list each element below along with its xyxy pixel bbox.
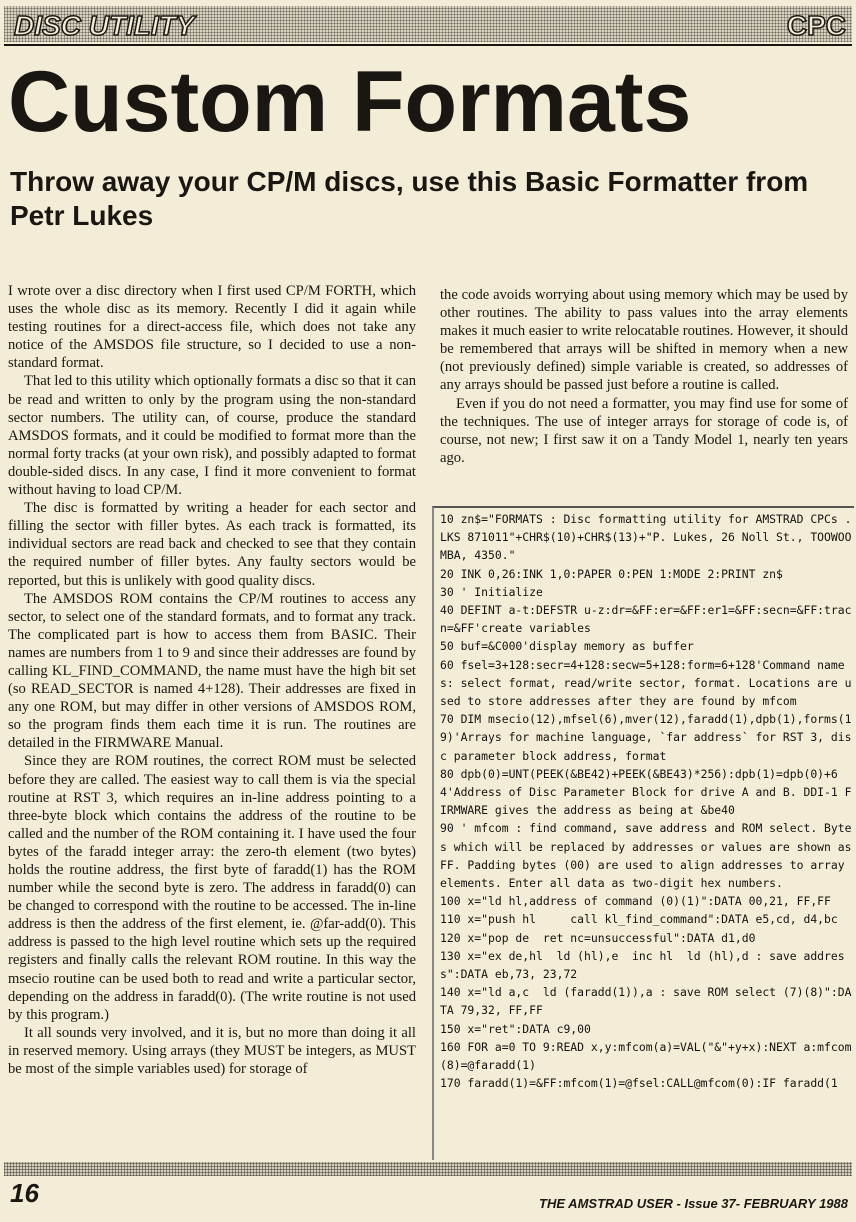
listing-line: 30 ' Initialize [440,584,543,599]
listing-line: 10 zn$="FORMATS : Disc formatting utility for AMSTRAD CPCs . LKS 871011"+CHR$(10)+CHR$(13)+"P. Lukes, 26 Noll St., TOOWOOMBA, 4350." [440,512,852,563]
listing-line: 160 FOR a=0 TO 9:READ x,y:mfcom(a)=VAL("&"+y+x):NEXT a:mfcom(8)=@faradd(1) [440,1039,852,1073]
footer-band [4,1162,852,1176]
paragraph: the code avoids worrying about using memory which may be used by other routines. The ability to pass values into the array elements makes it much easier to write relocatable routines. However, it should be remembered that arrays will be shifted in memory when a new (not previously defined) simple variable is created, so addresses of any arrays should be passed just before a routine is called. [440,287,848,394]
paragraph: That led to this utility which optionally formats a disc so that it can be read and written to only by the program using the non-standard sector numbers. The utility can, of course, produce the standard AMSDOS formats, and it could be modified to format more than the normal forty tracks (at your own risk), and possibly adapted to format double-sided discs. In any case, I find it more convenient to format without having to load CP/M. [8,373,416,499]
listing-line: 90 ' mfcom : find command, save address and ROM select. Bytes which will be replaced by addresses or values are shown as FF. Padding bytes (00) are used to align addresses to array elements. Enter all data as two-digit hex numbers. [440,821,852,891]
paragraph: The disc is formatted by writing a header for each sector and filling the sector with filler bytes. As each track is formatted, its individual sectors are read back and checked to see that they contain the required number of filler bytes. Any faulty sectors would be reported, but this is unlikely with good quality discs. [8,500,416,589]
listing-line: 120 x="pop de ret nc=unsuccessful":DATA d1,d0 [440,930,756,945]
paragraph: Since they are ROM routines, the correct ROM must be selected before they are called. The easiest way to call them is via the special routine at RST 3, which requires an in-line address pointing to a three-byte block which contains the address of the routine to be called and the number of the ROM containing it. I have used the four bytes of the faradd integer array: the zero-th element (two bytes) holds the routine address, the first byte of faradd(1) has the ROM number while the second byte is zero. The address in faradd(0) can be changed to correspond with the routine to be accessed. The in-line address is then the address of the first element, ie. @far-add(0). This address is passed to the high level routine which sets up the required registers and finally calls the relevant ROM routine. In this way the msecio routine can be used both to read and write a particular sector, depending on the address in faradd(0). (The write routine is not used by this program.) [8,753,416,1023]
platform-label: CPC [786,10,846,41]
paragraph: I wrote over a disc directory when I first used CP/M FORTH, which uses the whole disc as its memory. Recently I did it again while testing routines for a direct-access file, which does not take any notice of the AMSDOS file structure, so I decided to use a non-standard format. [8,283,416,372]
listing-line: 100 x="ld hl,address of command (0)(1)":DATA 00,21, FF,FF [440,894,831,909]
paragraph: The AMSDOS ROM contains the CP/M routines to access any sector, to select one of the standard formats, and to format any track. The complicated part is how to access them from BASIC. Their names are numbers from 1 to 9 and since their addresses are found by calling KL_FIND_COMMAND, the name must have the high bit set (so READ_SECTOR is named 4+128). Their addresses are fixed in any one ROM, but may differ in other versions of AMSDOS ROM, so the program finds them each time it is run. The routines are detailed in the FIRMWARE Manual. [8,590,416,752]
listing-line: 140 x="ld a,c ld (faradd(1)),a : save ROM select (7)(8)":DATA 79,32, FF,FF [440,985,852,1018]
header-band [4,6,852,42]
listing-line: 60 fsel=3+128:secr=4+128:secw=5+128:form=6+128'Command names: select format, read/write sector, format. Locations are used to store addresses after they are found by mfcom [440,657,852,709]
listing-line: 70 DIM msecio(12),mfsel(6),mver(12),faradd(1),dpb(1),forms(19)'Arrays for machine language, `far address` for RST 3, disc parameter block address, format [440,712,852,763]
header-rule [4,44,852,46]
listing-line: 20 INK 0,26:INK 1,0:PAPER 0:PEN 1:MODE 2:PRINT zn$ [440,566,783,581]
paragraph: Even if you do not need a formatter, you may find use for some of the techniques. The use of integer arrays for storage of code is, of course, not new; I first saw it on a Tandy Model 1, nearly ten years ago. [440,395,848,466]
right-column [440,286,848,467]
paragraph: It all sounds very involved, and it is, but no more than doing it all in reserved memory. Using arrays (they MUST be integers, as MUST be most of the simple variables used) for storage of [8,1024,416,1078]
listing-line: 170 faradd(1)=&FF:mfcom(1)=@fsel:CALL@mfcom(0):IF faradd(1 [440,1076,838,1091]
issue-line: THE AMSTRAD USER - Issue 37- FEBRUARY 1988 [539,1196,848,1211]
listing-line: 80 dpb(0)=UNT(PEEK(&BE42)+PEEK(&BE43)*256):dpb(1)=dpb(0)+64'Address of Disc Parameter Block for drive A and B. DDI-1 FIRMWARE gives the address as being at &be40 [440,766,852,818]
article-title: Custom Formats [8,54,692,150]
listing-line: 50 buf=&C000'display memory as buffer [440,639,694,654]
page-number: 16 [10,1178,39,1208]
program-listing [440,510,852,1156]
section-label: DISC UTILITY [14,10,195,41]
listing-line: 150 x="ret":DATA c9,00 [440,1021,591,1036]
article-subtitle: Throw away your CP/M discs, use this Basic Formatter from Petr Lukes [10,166,809,231]
listing-line: 40 DEFINT a-t:DEFSTR u-z:dr=&FF:er=&FF:er1=&FF:secn=&FF:tracn=&FF'create variables [440,603,852,636]
listing-line: 110 x="push hl call kl_find_command":DATA e5,cd, d4,bc [440,912,838,927]
listing-line: 130 x="ex de,hl ld (hl),e inc hl ld (hl),d : save address":DATA eb,73, 23,72 [440,948,845,982]
left-column [8,282,416,1078]
